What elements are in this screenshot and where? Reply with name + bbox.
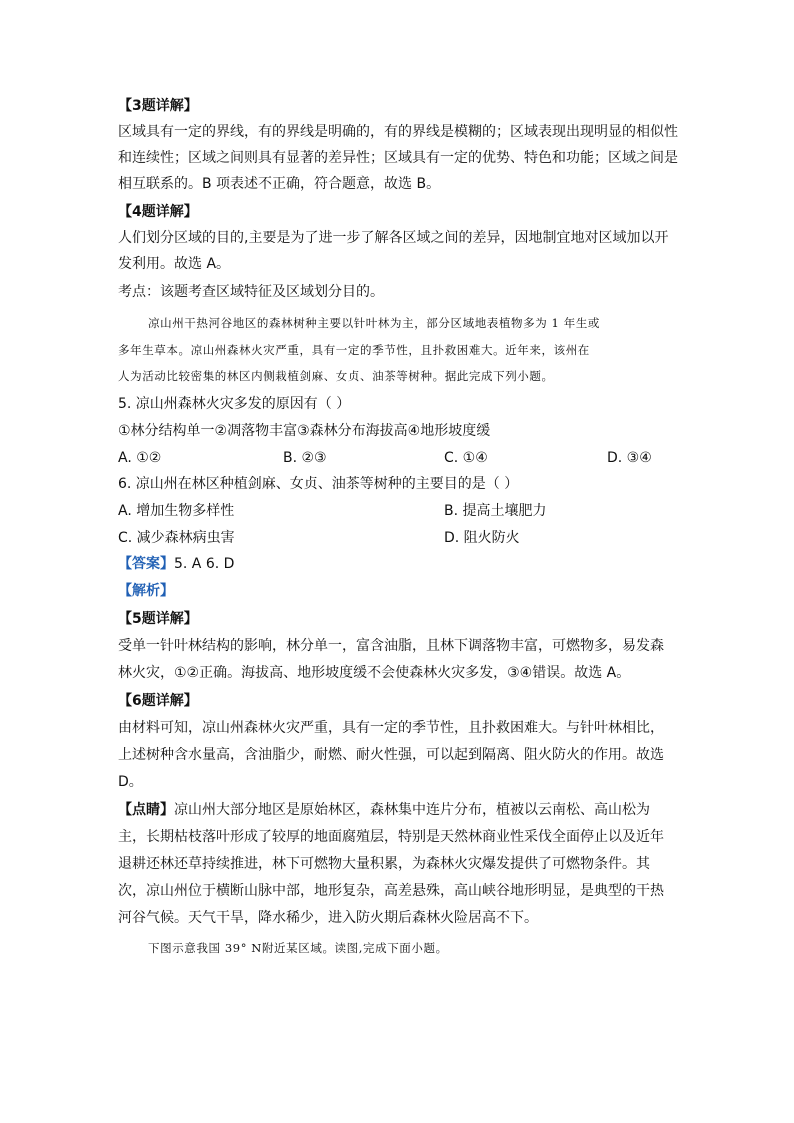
dianjing-row [118,800,650,820]
q5-option-c: C. ①④ [444,450,488,466]
material-line-1: 凉山州干热河谷地区的森林树种主要以针叶林为主，部分区域地表植物多为 1 年生或 [148,316,601,330]
material-line-2: 多年生草本。凉山州森林火灾严重，具有一定的季节性，且扑救困难大。近年来，该州在 [118,343,590,357]
q5-stem: 5. 凉山州森林火灾多发的原因有（ ） [118,396,351,412]
q5-option-d: D. ③④ [607,450,652,466]
q6-detail-heading: 【6题详解】 [118,693,198,709]
q6-stem: 6. 凉山州在林区种植剑麻、女贞、油茶等树种的主要目的是（ ） [118,476,519,492]
q6-detail-line-2: 上述树种含水量高，含油脂少，耐燃、耐火性强，可以起到隔离、阻火防火的作用。故选 [118,747,664,763]
q4-line-2: 发利用。故选 A。 [118,256,231,272]
dianjing-line-4: 河谷气候。天气干旱，降水稀少，进入防火期后森林火险居高不下。 [118,910,538,926]
q5-detail-line-1: 受单一针叶林结构的影响，林分单一，富含油脂，且林下调落物丰富，可燃物多，易发森 [118,638,664,654]
q3-heading: 【3题详解】 [118,98,198,114]
answer-row [118,554,234,574]
material-line-3: 人为活动比较密集的林区内侧栽植剑麻、女贞、油茶等树种。据此完成下列小题。 [118,369,554,383]
q5-detail-heading: 【5题详解】 [118,611,198,627]
q5-option-a: A. ①② [118,450,162,466]
next-question-intro: 下图示意我国 39° N附近某区域。读图,完成下面小题。 [148,941,448,955]
dianjing-line-3: 次，凉山州位于横断山脉中部，地形复杂，高差悬殊，高山峡谷地形明显，是典型的干热 [118,883,664,899]
answer-value: 5. A 6. D [174,556,235,572]
q5-option-b: B. ②③ [283,450,327,466]
q4-line-1: 人们划分区域的目的,主要是为了进一步了解各区域之间的差异，因地制宜地对区域加以开 [118,230,669,246]
dianjing-label: 【点睛】 [118,802,174,818]
q3-line-3: 相互联系的。B 项表述不正确，符合题意，故选 B。 [118,176,441,192]
kaodian-text: 考点：该题考查区域特征及区域划分目的。 [118,284,384,300]
q6-option-b: B. 提高土壤肥力 [444,503,547,519]
q6-option-a: A. 增加生物多样性 [118,503,235,519]
answer-label: 【答案】 [118,556,174,572]
q5-items: ①林分结构单一②凋落物丰富③森林分布海拔高④地形坡度缓 [118,423,491,439]
q6-detail-line-3: D。 [118,774,143,790]
dianjing-line-2: 退耕还林还草持续推进，林下可燃物大量积累，为森林火灾爆发提供了可燃物条件。其 [118,856,650,872]
q6-detail-line-1: 由材料可知，凉山州森林火灾严重，具有一定的季节性，且扑救困难大。与针叶林相比， [118,720,664,736]
q3-line-1: 区域具有一定的界线，有的界线是明确的，有的界线是模糊的；区域表现出现明显的相似性 [118,124,678,140]
q6-option-d: D. 阻火防火 [444,530,520,546]
dianjing-first-line: 凉山州大部分地区是原始林区，森林集中连片分布，植被以云南松、高山松为 [174,802,650,818]
q4-heading: 【4题详解】 [118,204,198,220]
q3-line-2: 和连续性；区域之间则具有显著的差异性；区域具有一定的优势、特色和功能；区域之间是 [118,150,678,166]
q6-option-c: C. 减少森林病虫害 [118,530,235,546]
dianjing-line-1: 主，长期枯枝落叶形成了较厚的地面腐殖层，特别是天然林商业性采伐全面停止以及近年 [118,829,664,845]
analysis-label: 【解析】 [118,583,174,599]
q5-detail-line-2: 林火灾，①②正确。海拔高、地形坡度缓不会使森林火灾多发，③④错误。故选 A。 [118,665,631,681]
